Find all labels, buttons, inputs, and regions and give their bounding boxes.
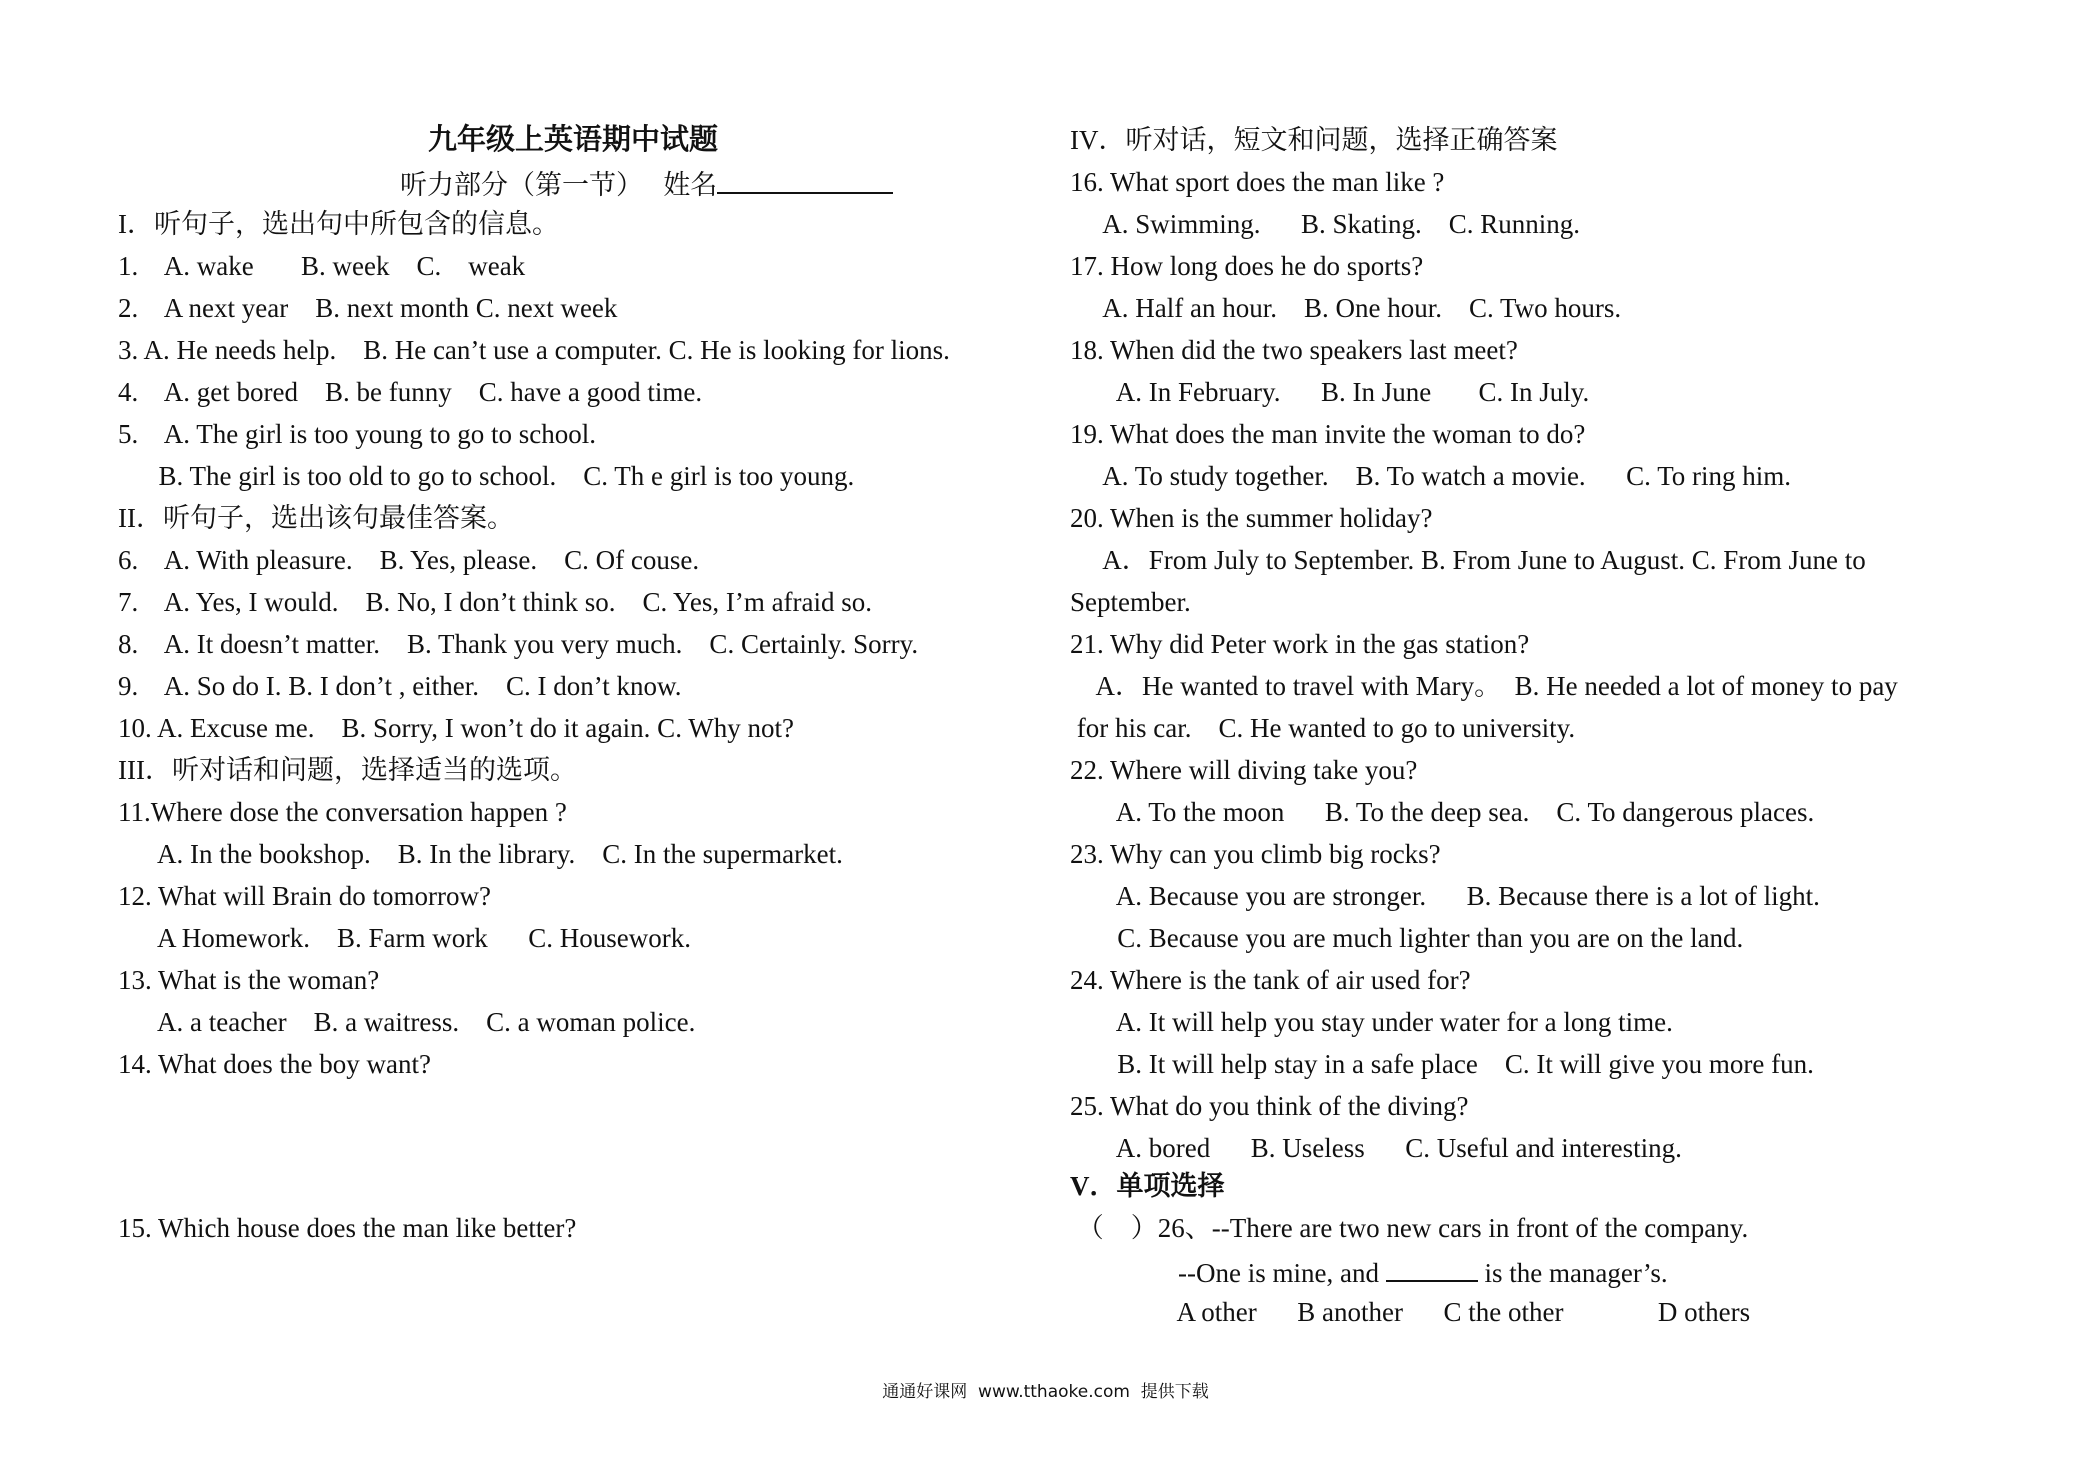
right-line: 21. Why did Peter work in the gas station? — [1070, 629, 1530, 659]
right-line: 19. What does the man invite the woman to do? — [1070, 419, 1586, 449]
exam-title: 九年级上英语期中试题 — [428, 124, 719, 156]
right-line: 16. What sport does the man like ? — [1070, 167, 1445, 197]
left-line: 3. A. He needs help. B. He can’t use a computer. C. He is looking for lions. — [118, 335, 950, 365]
subtitle-text: 听力部分（第一节） 姓名 — [400, 170, 718, 200]
right-line: IV．听对话，短文和问题，选择正确答案 — [1070, 125, 1558, 155]
question-26-options: A other B another C the other D others — [1070, 1297, 1751, 1327]
right-line: A. Because you are stronger. B. Because there is a lot of light. — [1070, 881, 1820, 911]
right-line: B. It will help stay in a safe place C. It will give you more fun. — [1070, 1049, 1814, 1079]
section-5-heading: V．单项选择 — [1070, 1171, 1225, 1201]
left-line: 8. A. It doesn’t matter. B. Thank you very much. C. Certainly. Sorry. — [118, 629, 919, 659]
right-line: A. To the moon B. To the deep sea. C. To dangerous places. — [1070, 797, 1815, 827]
left-line: 10. A. Excuse me. B. Sorry, I won’t do it again. C. Why not? — [118, 713, 794, 743]
right-line: 24. Where is the tank of air used for? — [1070, 965, 1471, 995]
right-line: A. Swimming. B. Skating. C. Running. — [1070, 209, 1581, 239]
question-15: 15. Which house does the man like better? — [118, 1213, 577, 1243]
left-line: A. In the bookshop. B. In the library. C. In the supermarket. — [118, 839, 843, 869]
left-line: A. a teacher B. a waitress. C. a woman police. — [118, 1007, 696, 1037]
left-line: 11.Where dose the conversation happen ? — [118, 797, 567, 827]
left-line: 13. What is the woman? — [118, 965, 380, 995]
question-26-response — [1070, 1252, 1668, 1291]
right-line: 18. When did the two speakers last meet? — [1070, 335, 1518, 365]
right-line: A．He wanted to travel with Mary。 B. He needed a lot of money to pay — [1070, 671, 1898, 701]
right-line: 23. Why can you climb big rocks? — [1070, 839, 1441, 869]
left-line: III．听对话和问题，选择适当的选项。 — [118, 755, 577, 785]
left-line: 5. A. The girl is too young to go to school. — [118, 419, 596, 449]
left-line: I．听句子，选出句中所包含的信息。 — [118, 209, 559, 239]
q26-response-end: is the manager’s. — [1477, 1258, 1668, 1288]
right-line: A. Half an hour. B. One hour. C. Two hours. — [1070, 293, 1622, 323]
right-line: A. In February. B. In June C. In July. — [1070, 377, 1590, 407]
footer-credit: 通通好课网 www.tthaoke.com 提供下载 — [882, 1382, 1209, 1402]
left-line: 6. A. With pleasure. B. Yes, please. C. Of couse. — [118, 545, 700, 575]
right-line: 22. Where will diving take you? — [1070, 755, 1418, 785]
right-line: 25. What do you think of the diving? — [1070, 1091, 1469, 1121]
q26-response-start: --One is mine, and — [1070, 1258, 1386, 1288]
left-line: 7. A. Yes, I would. B. No, I don’t think so. C. Yes, I’m afraid so. — [118, 587, 873, 617]
left-line: 14. What does the boy want? — [118, 1049, 431, 1079]
right-line: C. Because you are much lighter than you are on the land. — [1070, 923, 1744, 953]
left-line: 1. A. wake B. week C. weak — [118, 251, 526, 281]
question-26: （ ）26、--There are two new cars in front of the company. — [1070, 1213, 1749, 1243]
right-line: A. It will help you stay under water for a long time. — [1070, 1007, 1673, 1037]
right-line: for his car. C. He wanted to go to university. — [1070, 713, 1576, 743]
left-line: B. The girl is too old to go to school. C. Th e girl is too young. — [118, 461, 855, 491]
left-line: 4. A. get bored B. be funny C. have a good time. — [118, 377, 703, 407]
right-line: A. bored B. Useless C. Useful and interesting. — [1070, 1133, 1682, 1163]
left-line: 9. A. So do I. B. I don’t , either. C. I don’t know. — [118, 671, 682, 701]
right-line: 20. When is the summer holiday? — [1070, 503, 1433, 533]
right-line: September. — [1070, 587, 1191, 617]
right-line: A．From July to September. B. From June to August. C. From June to — [1070, 545, 1866, 575]
left-line: 12. What will Brain do tomorrow? — [118, 881, 491, 911]
subtitle-line — [400, 164, 893, 203]
right-line: 17. How long does he do sports? — [1070, 251, 1424, 281]
left-line: A Homework. B. Farm work C. Housework. — [118, 923, 691, 953]
right-line: A. To study together. B. To watch a movie. C. To ring him. — [1070, 461, 1792, 491]
left-line: II．听句子，选出该句最佳答案。 — [118, 503, 514, 533]
left-line: 2. A next year B. next month C. next week — [118, 293, 618, 323]
name-blank — [717, 164, 893, 194]
q26-answer-blank — [1386, 1252, 1478, 1282]
